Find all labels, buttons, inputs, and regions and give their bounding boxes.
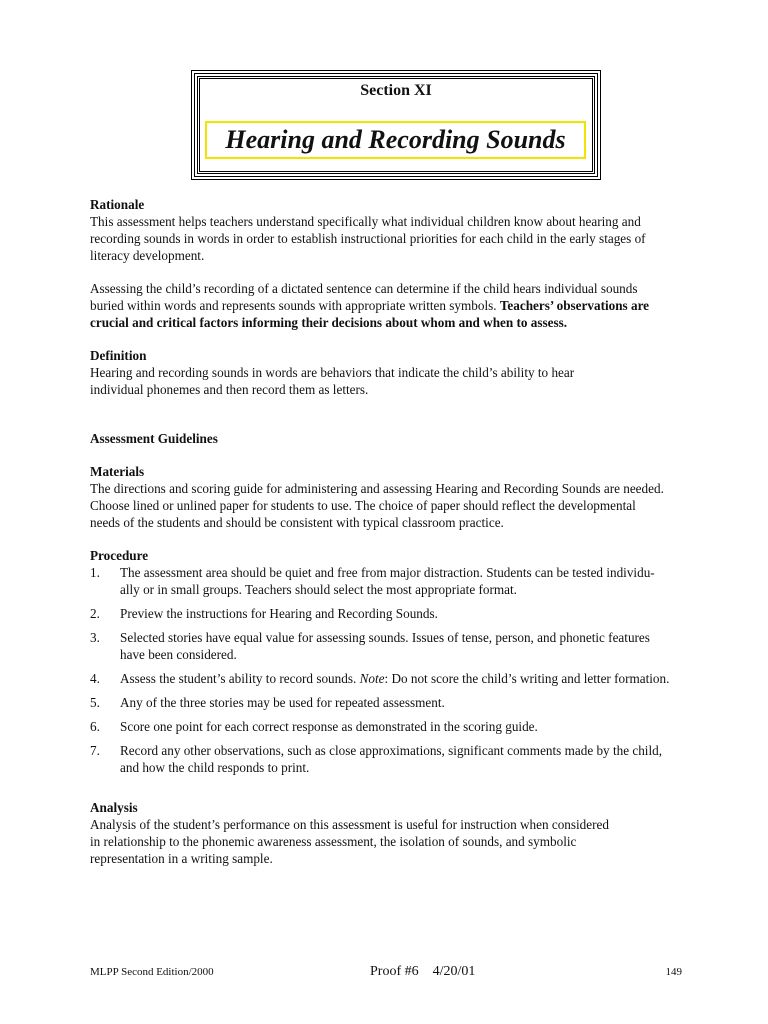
analysis-heading: Analysis bbox=[90, 800, 138, 815]
list-item: 1. The assessment area should be quiet and free from major distraction. Students can be tested individu- ally or in small groups. Teachers should select the most appropriate format. bbox=[90, 565, 655, 597]
rationale-heading: Rationale bbox=[90, 197, 145, 212]
rationale-bold-line: crucial and critical factors informing their decisions about whom and when to assess. bbox=[90, 315, 568, 330]
rationale-p2-line: Assessing the child’s recording of a dictated sentence can determine if the child hears individual sounds bbox=[90, 281, 638, 296]
analysis-line: representation in a writing sample. bbox=[90, 851, 273, 866]
rationale-line: literacy development. bbox=[90, 248, 205, 263]
page-number: 149 bbox=[665, 966, 682, 978]
footer-proof: Proof #6 4/20/01 bbox=[370, 964, 476, 979]
rationale-line: This assessment helps teachers understand specifically what individual children know about hearing and bbox=[90, 214, 641, 229]
guidelines-heading: Assessment Guidelines bbox=[90, 431, 218, 446]
rationale-p2-line: buried within words and represents sounds with appropriate written symbols. Teachers’ observations are bbox=[90, 298, 650, 313]
document-body bbox=[90, 196, 710, 867]
section-number: Section XI bbox=[360, 82, 432, 99]
rationale-line: recording sounds in words in order to establish instructional priorities for each child in the early stages of bbox=[90, 231, 646, 246]
rationale-bold-text: Teachers’ observations are bbox=[499, 298, 650, 313]
list-item: 4. Assess the student’s ability to record sounds. Note: Do not score the child’s writing and letter formation. bbox=[90, 671, 670, 686]
list-item: 2. Preview the instructions for Hearing and Recording Sounds. bbox=[90, 606, 438, 621]
list-item: 7. Record any other observations, such as close approximations, significant comments made by the child, and how the child responds to print. bbox=[90, 743, 663, 775]
materials-heading: Materials bbox=[90, 464, 145, 479]
materials-line: Choose lined or unlined paper for students to use. The choice of paper should reflect the developmental bbox=[90, 498, 636, 513]
analysis-line: in relationship to the phonemic awareness assessment, the isolation of sounds, and symbolic bbox=[90, 834, 577, 849]
definition-line: Hearing and recording sounds in words are behaviors that indicate the child’s ability to hear bbox=[90, 365, 575, 380]
footer-edition: MLPP Second Edition/2000 bbox=[90, 966, 214, 978]
analysis-line: Analysis of the student’s performance on this assessment is useful for instruction when considered bbox=[90, 817, 609, 832]
definition-heading: Definition bbox=[90, 348, 147, 363]
list-item: 3. Selected stories have equal value for assessing sounds. Issues of tense, person, and phonetic features have been considered. bbox=[90, 630, 650, 662]
procedure-heading: Procedure bbox=[90, 548, 149, 563]
definition-line: individual phonemes and then record them as letters. bbox=[90, 382, 369, 397]
list-item: 6. Score one point for each correct response as demonstrated in the scoring guide. bbox=[90, 719, 538, 734]
page-title: Hearing and Recording Sounds bbox=[205, 121, 586, 159]
list-item: 5. Any of the three stories may be used for repeated assessment. bbox=[90, 695, 445, 710]
materials-line: The directions and scoring guide for administering and assessing Hearing and Recording Sounds are needed. bbox=[90, 481, 664, 496]
title-box bbox=[191, 70, 601, 180]
materials-line: needs of the students and should be consistent with typical classroom practice. bbox=[90, 515, 504, 530]
procedure-list bbox=[90, 564, 710, 776]
